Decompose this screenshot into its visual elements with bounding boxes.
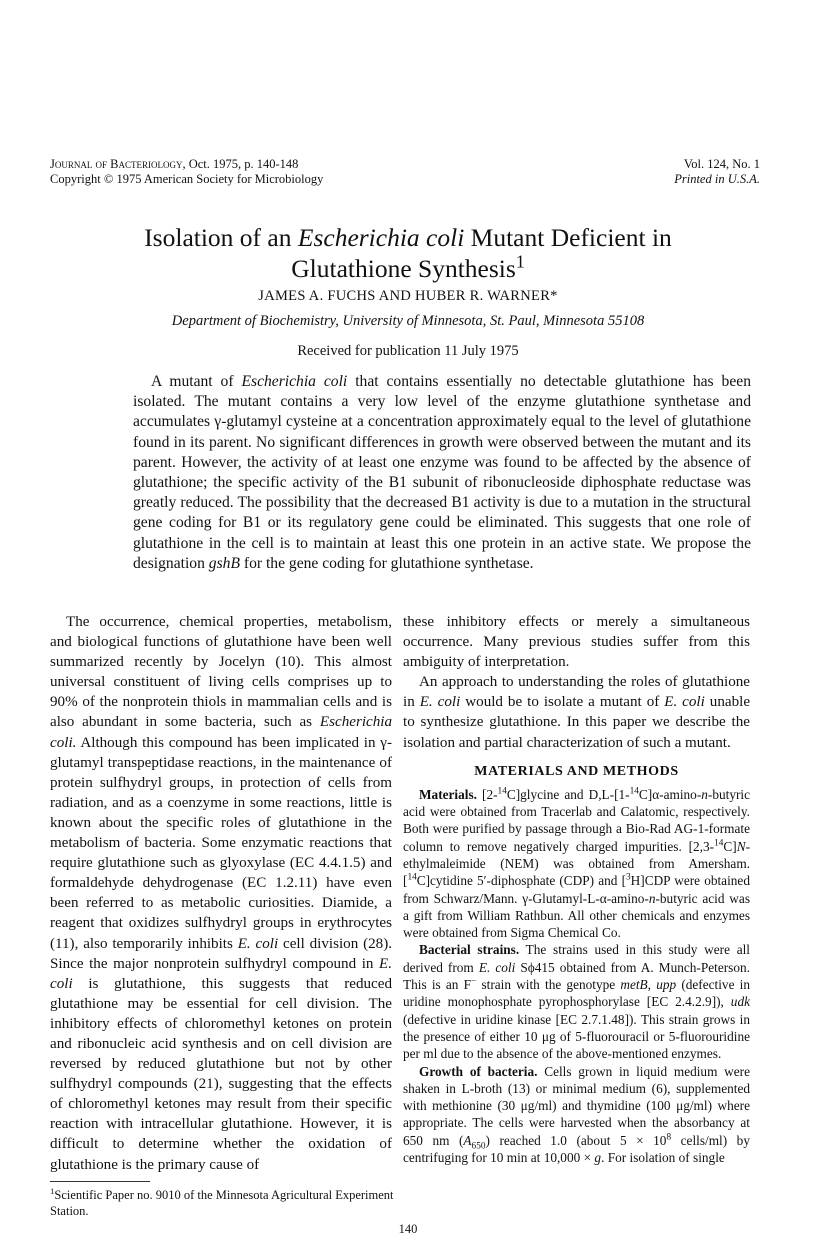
- superscript: −: [471, 976, 477, 987]
- body-text: Escherichia coli.: [50, 714, 392, 751]
- body-text: The strains used in this study were all derived from: [403, 942, 750, 975]
- methods-body: [403, 786, 750, 1167]
- title-text: Mutant Deficient in: [464, 223, 672, 252]
- body-text: Cells grown in liquid medium were shaken in L-broth (13) or minimal medium (6), supplemented with methionine (30 μg/ml) and thymidine (100 μg/ml) where appropriate. The cells were harvested when the absorbancy at 650 nm (: [403, 1063, 750, 1148]
- body-text: n: [648, 890, 656, 906]
- left-column: [50, 612, 392, 1175]
- abstract-text: Escherichia coli: [241, 373, 348, 390]
- body-text: E. coli: [237, 935, 279, 952]
- body-text: metB, upp: [620, 977, 677, 993]
- body-text: A: [463, 1132, 472, 1148]
- abstract-text: that contains essentially no detectable glutathione has been isolated. The mutant contains a very low level of the enzyme glutathione synthetase and accumulates γ-glutamyl cysteine at a concentration approximately equal to the level of glutathione found in its parent. No significant differences in growth were observed between the mutant and its parent. However, the activity of at least one enzyme was found to be affected by the absence of glutathione; the specific activity of the B1 subunit of ribonucleoside diphosphate reductase was greatly reduced. The possibility that the decreased B1 activity is due to a mutation in the structural gene coding for B1 or its regulatory gene could be eliminated. This suggests that one role of glutathione in the cell is to maintain at least this one protein in an active state. We propose the designation: [133, 373, 751, 572]
- footnote-mark: 1: [50, 1185, 55, 1196]
- printed-line: Printed in U.S.A.: [674, 172, 760, 186]
- superscript: 14: [629, 786, 639, 797]
- body-text: H]CDP were obtained from Schwarz/Mann. γ-Glutamyl-L-α-amino-: [403, 873, 750, 906]
- body-text: C]α-amino-: [638, 786, 702, 802]
- article-title: [0, 222, 816, 284]
- materials-paragraph: [403, 786, 750, 942]
- body-text: n: [701, 786, 708, 802]
- footnote-text: Scientific Paper no. 9010 of the Minnesota Agricultural Experiment Station.: [50, 1188, 394, 1218]
- journal-citation: , Oct. 1975, p. 140-148: [182, 157, 299, 171]
- body-text: N: [736, 838, 746, 854]
- body-text: E. coli: [478, 959, 516, 975]
- superscript: 8: [666, 1132, 672, 1143]
- body-text: Although this compound has been implicated in γ-glutamyl transpeptidase reactions, in the maintenance of protein sulfhydryl groups, in protection of cells from radiation, and as a coenzyme in some reactions, little is known about the specific roles of glutathione in the metabolism of bacteria. Some enzymatic reactions that require glutathione such as glyoxylase (EC 4.4.1.5) and formaldehyde dehydrogenase (EC 1.2.11) have even been referred to as metabolic curiosities. Diamide, a reagent that oxidizes sulfhydryl groups in erythrocytes (11), also temporarily inhibits: [50, 734, 392, 952]
- copyright-line: Copyright © 1975 American Society for Microbiology: [50, 172, 324, 186]
- body-text: is glutathione, this suggests that reduced glutathione may be essential for cell division. The inhibitory effects of chloromethyl ketones on protein and ribonucleic acid synthesis and on cell division are reversed by reduced glutathione but not by other sulfhydryl compounds (21), suggesting that the effects of chloromethyl ketones may result from their specific reaction with intracellular glutathione. However, it is difficult to determine whether the oxidation of glutathione is the primary cause of: [50, 975, 392, 1173]
- body-text: udk: [730, 994, 750, 1010]
- body-text: C]cytidine 5′-diphosphate (CDP) and [: [416, 873, 627, 889]
- superscript: 14: [497, 786, 507, 797]
- body-text: cells/ml) by centrifuging for 10 min at 10,000 ×: [403, 1132, 750, 1165]
- body-text: strain with the genotype: [476, 977, 621, 993]
- body-text: E. coli: [50, 955, 392, 992]
- affiliation: Department of Biochemistry, University of Minnesota, St. Paul, Minnesota 55108: [171, 313, 645, 329]
- body-text: Sϕ415 obtained from A. Munch-Peterson. This is an F: [403, 959, 750, 993]
- volume-line: Vol. 124, No. 1: [683, 157, 760, 171]
- body-text: C]glycine and D,L-[1-: [506, 786, 630, 802]
- received-date: Received for publication 11 July 1975: [297, 343, 519, 359]
- superscript: 3: [626, 872, 631, 883]
- journal-header-left: [50, 157, 323, 187]
- superscript: 14: [407, 872, 417, 883]
- body-text: unable to synthesize glutathione. In this paper we describe the isolation and partial characterization of such a mutant.: [403, 694, 751, 751]
- intro-paragraph: [403, 672, 750, 752]
- body-text: (defective in uridine monophosphate pyrophosphorylase [EC 2.4.2.9]),: [403, 977, 750, 1010]
- body-text: An approach to understanding the roles of glutathione in: [403, 674, 750, 711]
- page-number: 140: [398, 1222, 418, 1236]
- run-in-heading: Bacterial strains.: [419, 942, 520, 958]
- body-text: g: [594, 1149, 602, 1165]
- body-text: [2-: [476, 786, 498, 802]
- body-text: -ethylmaleimide (NEM) was obtained from Amersham. [: [403, 838, 750, 889]
- title-organism: Escherichia coli: [297, 223, 465, 252]
- body-text: . For isolation of single: [601, 1149, 725, 1165]
- abstract-text: A mutant of: [151, 373, 242, 390]
- subscript: 650: [471, 1141, 486, 1152]
- author-list: JAMES A. FUCHS AND HUBER R. WARNER*: [258, 288, 558, 304]
- body-text: -butyric acid was a gift from William Rathbun. All other chemicals and enzymes were obtained from Sigma Chemical Co.: [403, 890, 750, 941]
- run-in-heading: Materials.: [419, 786, 477, 802]
- body-text: (defective in uridine kinase [EC 2.7.1.48]). This strain grows in the presence of either 10 μg of 5-fluorouracil or 5-fluorouridine per ml due to the absence of the above-mentioned enzymes.: [403, 1011, 750, 1062]
- body-text: ) reached 1.0 (about 5 × 10: [485, 1132, 667, 1148]
- growth-paragraph: [403, 1063, 750, 1167]
- body-text: The occurrence, chemical properties, metabolism, and biological functions of glutathione have been well summarized recently by Jocelyn (10). This almost universal constituent of living cells comprises up to 90% of the nonprotein thiols in mammalian cells and is also abundant in some bacteria, such as: [50, 614, 392, 731]
- footnote-divider: [50, 1181, 150, 1182]
- run-in-heading: Growth of bacteria.: [419, 1063, 538, 1079]
- abstract-text: for the gene coding for glutathione synthetase.: [239, 554, 534, 572]
- title-text: Isolation of an: [144, 223, 298, 252]
- body-text: -butyric acid were obtained from Tracerlab and Calatomic, respectively. Both were purified by passage through a Bio-Rad AG-1-formate column to remove negatively charged impurities. [2,3-: [403, 786, 750, 854]
- journal-name: Journal of Bacteriology: [50, 157, 183, 171]
- body-text: cell division (28). Since the major nonprotein sulfhydryl compound in: [50, 935, 393, 972]
- body-text: would be to isolate a mutant of: [460, 694, 665, 711]
- body-text: these inhibitory effects or merely a simultaneous occurrence. Many previous studies suffer from this ambiguity of interpretation.: [403, 614, 750, 671]
- title-text: Glutathione Synthesis: [291, 254, 516, 283]
- title-footnote-mark: 1: [515, 251, 525, 272]
- body-text: E. coli: [419, 694, 461, 711]
- body-text: C]: [723, 838, 737, 854]
- right-column: [403, 612, 750, 1166]
- footnote: [50, 1187, 395, 1219]
- section-heading: MATERIALS AND METHODS: [474, 763, 679, 779]
- body-text: E. coli: [664, 694, 705, 711]
- abstract-text: gshB: [208, 554, 240, 572]
- journal-header-right: [674, 157, 760, 187]
- strains-paragraph: [403, 941, 750, 1062]
- abstract: [133, 372, 751, 574]
- intro-paragraph: [50, 612, 392, 1175]
- intro-paragraph-continued: [403, 612, 750, 672]
- superscript: 14: [714, 838, 724, 849]
